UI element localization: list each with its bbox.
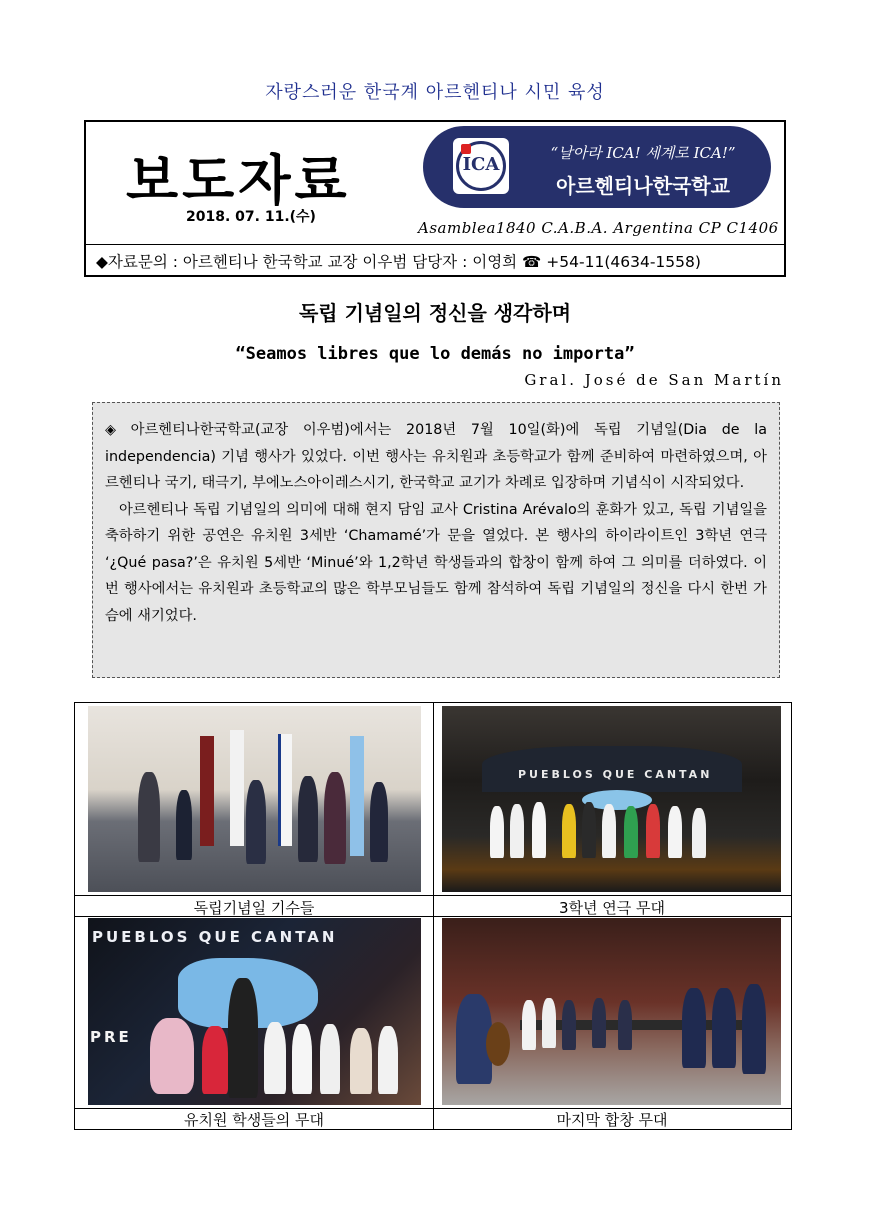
photo-caption: 유치원 학생들의 무대	[184, 1111, 324, 1129]
stage-banner: PUEBLOS QUE CANTAN	[92, 928, 338, 946]
logo-badge-text: ICA	[462, 154, 500, 175]
school-logo	[423, 126, 771, 208]
quote: “Seamos libres que lo demás no importa”	[235, 344, 635, 364]
slogan: 자랑스러운 한국계 아르헨티나 시민 육성	[265, 82, 605, 103]
header-divider	[86, 244, 784, 245]
photo-caption: 3학년 연극 무대	[558, 899, 666, 917]
logo-school-name: 아르헨티나한국학교	[556, 174, 730, 198]
body-paragraph: ◈ 아르헨티나한국학교(교장 이우범)에서는 2018년 7월 10일(화)에 독립 기념일(Dia de la independencia) 기념 행사가 있었다. 이번 행사는 유치원과 초등학교가 함께 준비하여 마련하였으며, 아르헨티나 국기, 태극기, 부에노스아이레스시기, 한국학교 교기가 차례로 입장하며 기념식이 시작되었다.	[105, 422, 767, 491]
stage-banner: PRE	[90, 1028, 132, 1046]
contact-info: ◆자료문의 : 아르헨티나 한국학교 교장 이우범 담당자 : 이영희 ☎ +54-11(4634-1558)	[96, 253, 701, 271]
photo-flag-bearers	[88, 706, 421, 892]
stage-banner: PUEBLOS QUE CANTAN	[518, 768, 713, 781]
school-address: Asamblea1840 C.A.B.A. Argentina CP C1406	[418, 219, 779, 237]
photo-final-chorus	[442, 918, 781, 1105]
photo-kindergarten-stage	[88, 918, 421, 1105]
photo-third-grade-play	[442, 706, 781, 892]
photo-caption: 독립기념일 기수들	[193, 899, 315, 917]
press-release-header	[84, 120, 786, 277]
page-title: 보도자료	[126, 149, 351, 212]
release-date: 2018. 07. 11.(수)	[186, 209, 316, 225]
photo-caption: 마지막 합창 무대	[556, 1111, 668, 1129]
photo-table	[74, 702, 792, 1130]
ica-emblem-icon	[453, 138, 509, 194]
article-title: 독립 기념일의 정신을 생각하며	[298, 301, 572, 325]
logo-motto: “날아라 ICA! 세계로 ICA!”	[550, 144, 736, 162]
article-body	[92, 402, 780, 678]
table-divider	[75, 895, 791, 896]
quote-author: Gral. José de San Martín	[524, 371, 784, 389]
body-paragraph: 아르헨티나 독립 기념일의 의미에 대해 현지 담임 교사 Cristina Arévalo의 훈화가 있고, 독립 기념일을 축하하기 위한 공연은 유치원 3세반 ‘Chamamé’가 문을 열었다. 본 행사의 하이라이트인 3학년 연극 ‘¿Qué pasa?’은 유치원 5세반 ‘Minué’와 1,2학년 학생들과의 합창이 함께 하여 그 의미를 더하였다. 이번 행사에서는 유치원과 초등학교의 많은 학부모님들도 함께 참석하여 독립 기념일의 정신을 다시 한번 가슴에 새기었다.	[105, 501, 767, 624]
